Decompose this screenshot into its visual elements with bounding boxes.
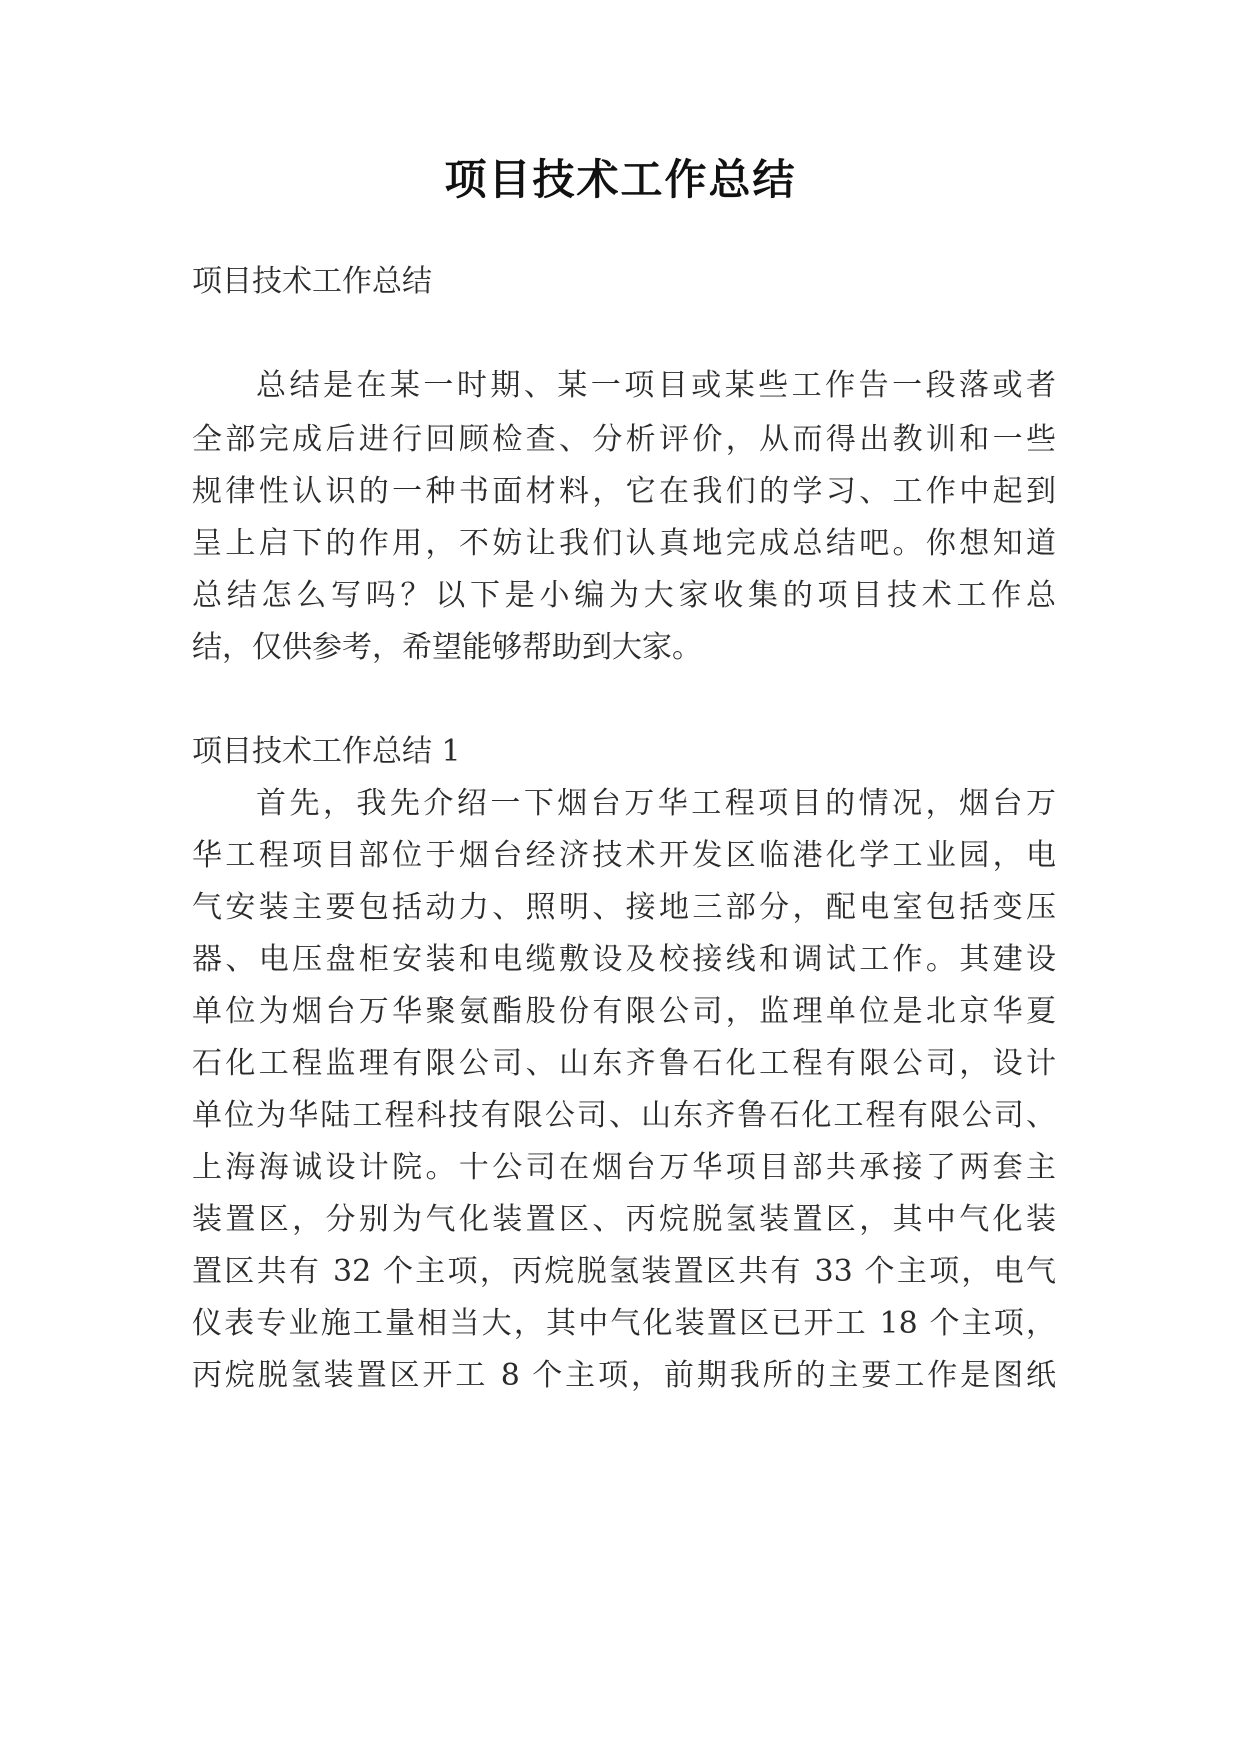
section-1-line-12: 丙烷脱氢装置区开工 8 个主项，前期我所的主要工作是图纸	[192, 1358, 1056, 1393]
section-1-line-6: 石化工程监理有限公司、山东齐鲁石化工程有限公司，设计	[192, 1046, 1056, 1081]
intro-line-3: 规律性认识的一种书面材料，它在我们的学习、工作中起到	[192, 474, 1056, 509]
intro-line-4: 呈上启下的作用，不妨让我们认真地完成总结吧。你想知道	[192, 526, 1056, 561]
intro-line-6: 结，仅供参考，希望能够帮助到大家。	[192, 630, 702, 665]
document-title: 项目技术工作总结	[444, 155, 797, 204]
intro-line-1: 总结是在某一时期、某一项目或某些工作告一段落或者	[256, 368, 1056, 403]
intro-line-2: 全部完成后进行回顾检查、分析评价，从而得出教训和一些	[192, 422, 1056, 457]
section-1-line-4: 器、电压盘柜安装和电缆敷设及校接线和调试工作。其建设	[192, 942, 1056, 977]
section-1-line-5: 单位为烟台万华聚氨酯股份有限公司，监理单位是北京华夏	[192, 994, 1056, 1029]
intro-line-5: 总结怎么写吗？以下是小编为大家收集的项目技术工作总	[192, 578, 1056, 613]
section-1-line-2: 华工程项目部位于烟台经济技术开发区临港化学工业园，电	[192, 838, 1056, 873]
section-1-line-8: 上海海诚设计院。十公司在烟台万华项目部共承接了两套主	[192, 1150, 1056, 1185]
document-subtitle: 项目技术工作总结	[192, 264, 432, 299]
section-1-line-9: 装置区，分别为气化装置区、丙烷脱氢装置区，其中气化装	[192, 1202, 1056, 1237]
section-1-line-1: 首先，我先介绍一下烟台万华工程项目的情况，烟台万	[256, 786, 1056, 821]
section-1-line-3: 气安装主要包括动力、照明、接地三部分，配电室包括变压	[192, 890, 1056, 925]
section-1-line-11: 仪表专业施工量相当大，其中气化装置区已开工 18 个主项，	[192, 1306, 1056, 1341]
section-1-line-10: 置区共有 32 个主项，丙烷脱氢装置区共有 33 个主项，电气	[192, 1254, 1056, 1289]
section-1-line-7: 单位为华陆工程科技有限公司、山东齐鲁石化工程有限公司、	[192, 1098, 1056, 1133]
section-1-heading: 项目技术工作总结 1	[192, 734, 461, 769]
